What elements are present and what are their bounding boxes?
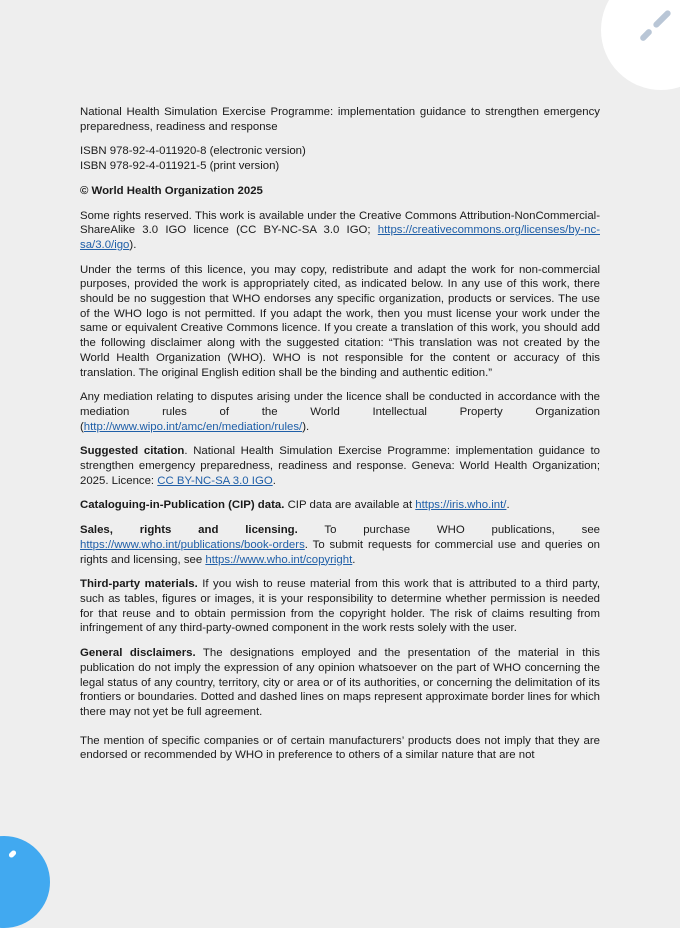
mention-paragraph: The mention of specific companies or of certain manufacturers’ products does not imply that they are endorsed or recommended by WHO in preference to others of a similar nature that are not xyxy=(80,734,600,762)
rights-end: ). xyxy=(129,238,137,251)
cip-end: . xyxy=(506,499,510,512)
third-party-label: Third-party materials. xyxy=(80,578,198,591)
iris-link[interactable]: https://iris.who.int/ xyxy=(415,499,507,512)
sales-label: Sales, rights and licensing. xyxy=(80,524,298,537)
isbn-electronic: ISBN 978-92-4-011920-8 (electronic version) xyxy=(80,145,306,158)
copyright-page xyxy=(80,105,600,773)
third-party-text: If you wish to reuse material from this work that is attributed to a third party, such as tables, figures or images, it is your responsibility to determine whether permission is needed for that reuse and to obtain permission from the copyright holder. The risk of claims resulting from infringement of any third-party-owned component in the work rests solely with the user. xyxy=(80,578,600,635)
copyright-line xyxy=(80,184,600,199)
citation-licence-link[interactable]: CC BY-NC-SA 3.0 IGO xyxy=(157,474,273,487)
isbn-print: ISBN 978-92-4-011921-5 (print version) xyxy=(80,160,280,173)
sales-text: To purchase WHO publications, see xyxy=(297,524,601,537)
decorative-circle-top xyxy=(601,0,680,90)
copyright-text: © World Health Organization 2025 xyxy=(80,184,263,197)
decorative-slash-icon xyxy=(639,28,653,42)
sales-paragraph xyxy=(80,523,600,567)
rights-text: Some rights reserved. This work is available under the Creative Commons Attribution-NonCommercial-ShareAlike 3.0 IGO licence (CC BY-NC-SA 3.0 IGO; xyxy=(80,209,600,237)
cip-text: CIP data are available at xyxy=(284,499,416,512)
licence-terms-paragraph: Under the terms of this licence, you may copy, redistribute and adapt the work for non-commercial purposes, provided the work is appropriately cited, as indicated below. In any use of this work, there should be no suggestion that WHO endorses any specific organization, products or services. The use of the WHO logo is not permitted. If you adapt the work, then you must license your work under the same or equivalent Creative Commons licence. If you create a translation of this work, you should add the following disclaimer along with the suggested citation: “This translation was not created by the World Health Organization (WHO). WHO is not responsible for the content or accuracy of this translation. The original English edition shall be the binding and authentic edition.” xyxy=(80,263,600,379)
general-disclaimers-label: General disclaimers. xyxy=(80,647,196,660)
third-party-paragraph xyxy=(80,577,600,636)
publication-title: National Health Simulation Exercise Programme: implementation guidance to strengthen emergency preparedness, readiness and response xyxy=(80,106,600,133)
copyright-link[interactable]: https://www.who.int/copyright xyxy=(205,553,353,566)
wipo-mediation-link[interactable]: http://www.wipo.int/amc/en/mediation/rules/ xyxy=(83,420,303,433)
isbn-block xyxy=(80,144,600,173)
general-disclaimers-text: The designations employed and the presentation of the material in this publication do not imply the expression of any opinion whatsoever on the part of WHO concerning the legal status of any country, territory, city or area or of its authorities, or concerning the delimitation of its frontiers or boundaries. Dotted and dashed lines on maps represent approximate border lines for which there may not yet be full agreement. xyxy=(80,647,600,718)
suggested-citation-end: . xyxy=(272,474,276,487)
cc-licence-link[interactable]: https://creativecommons.org/licenses/by-nc-sa/3.0/igo xyxy=(80,224,600,251)
decorative-slash-icon xyxy=(8,849,17,858)
mediation-end: ). xyxy=(302,420,310,433)
general-disclaimers-paragraph xyxy=(80,646,600,720)
decorative-circle-bottom xyxy=(0,836,50,928)
sales-end: . xyxy=(352,553,356,566)
book-orders-link[interactable]: https://www.who.int/publications/book-orders xyxy=(80,538,305,551)
suggested-citation-text: . National Health Simulation Exercise Programme: implementation guidance to strengthen emergency preparedness, readiness and response. Geneva: World Health Organization; 2025. Licence: xyxy=(80,445,600,487)
suggested-citation-label: Suggested citation xyxy=(80,445,185,458)
cip-paragraph xyxy=(80,498,600,513)
cip-label: Cataloguing-in-Publication (CIP) data. xyxy=(80,499,285,512)
sales-text-2: . To submit requests for commercial use and queries on rights and licensing, see xyxy=(80,538,600,566)
suggested-citation-paragraph xyxy=(80,444,600,488)
mediation-text: Any mediation relating to disputes arising under the licence shall be conducted in accordance with the mediation rules of the World Intellectual Property Organization ( xyxy=(80,391,600,433)
rights-paragraph xyxy=(80,209,600,253)
decorative-slash-icon xyxy=(652,9,672,29)
mediation-paragraph xyxy=(80,390,600,434)
